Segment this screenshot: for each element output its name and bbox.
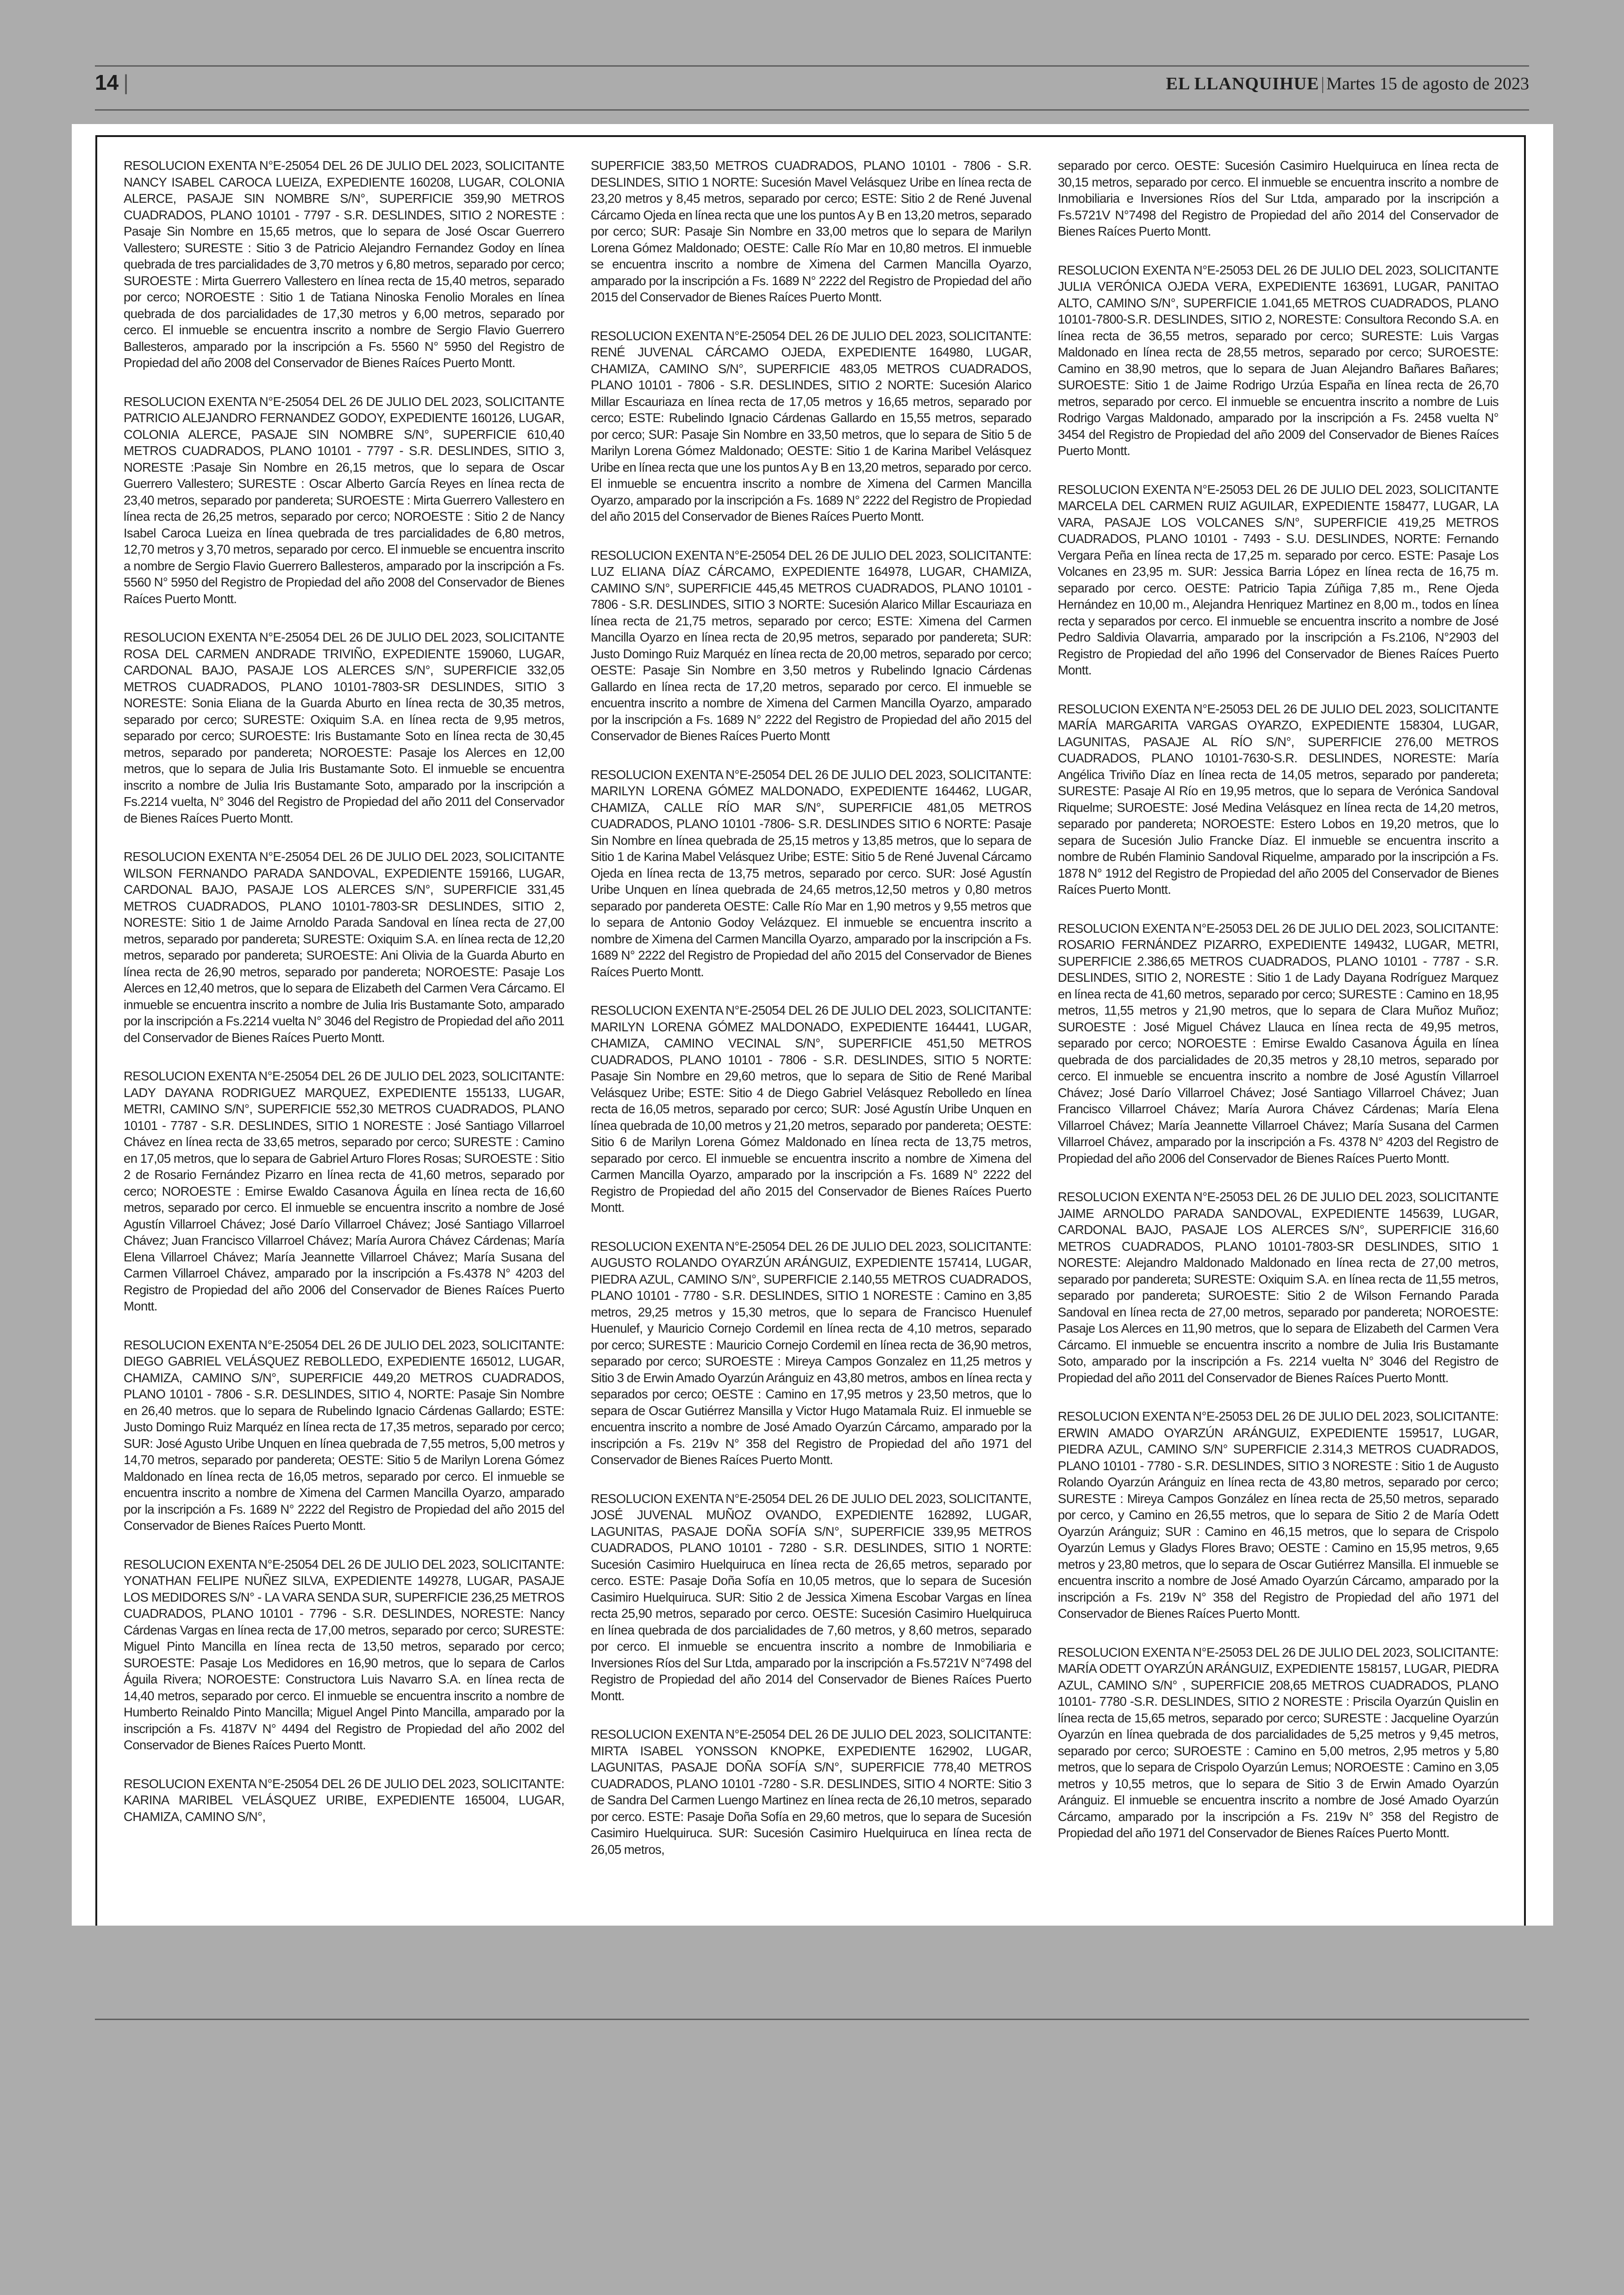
legal-notice: RESOLUCION EXENTA N°E-25054 DEL 26 DE JULIO DEL 2023, SOLICITANTE: MIRTA ISABEL YONSSON KNOPKE, EXPEDIENTE 162902, LUGAR, LAGUNITAS, PASAJE DOÑA SOFÍA S/N°, SUPERFICIE 778,40 METROS CUADRADOS, PLANO 10101 -7280 - S.R. DESLINDES, SITIO 4 NORTE: Sitio 3 de Sandra Del Carmen Luengo Martinez en línea recta de 26,10 metros, separado por cerco. ESTE: Pasaje Doña Sofía en 29,60 metros, que lo separa de Sucesión Casimiro Huelquiruca. SUR: Sucesión Casimiro Huelquiruca en línea recta de 26,05 metros,: [591, 1727, 1031, 1857]
legal-notice: RESOLUCION EXENTA N°E-25054 DEL 26 DE JULIO DEL 2023, SOLICITANTE NANCY ISABEL CAROCA LUEIZA, EXPEDIENTE 160208, LUGAR, COLONIA ALERCE, PASAJE SIN NOMBRE S/N°, SUPERFICIE 359,90 METROS CUADRADOS, PLANO 10101 - 7797 - S.R. DESLINDES, SITIO 2 NORESTE : Pasaje Sin Nombre en 15,65 metros, que lo separa de José Oscar Guerrero Vallestero; SURESTE : Sitio 3 de Patricio Alejandro Fernandez Godoy en línea quebrada de tres parcialidades de 3,70 metros y 6,80 metros, separado por cerco; SUROESTE : Mirta Guerrero Vallestero en línea recta de 15,40 metros, separado por cerco; NOROESTE : Sitio 1 de Tatiana Ninoska Fenolio Morales en línea quebrada de dos parcialidades de 17,30 metros y 6,00 metros, separado por cerco. El inmueble se encuentra inscrito a nombre de Sergio Flavio Guerrero Ballesteros, amparado por la inscripción a Fs. 5560 N° 5950 del Registro de Propiedad del año 2008 del Conservador de Bienes Raíces Puerto Montt.: [124, 158, 564, 370]
header-bottom-rule: [95, 109, 1529, 111]
notices-column-2: [591, 157, 1031, 1880]
legal-notice: RESOLUCION EXENTA N°E-25054 DEL 26 DE JULIO DEL 2023, SOLICITANTE: AUGUSTO ROLANDO OYARZÚN ARÁNGUIZ, EXPEDIENTE 157414, LUGAR, PIEDRA AZUL, CAMINO S/N°, SUPERFICIE 2.140,55 METROS CUADRADOS, PLANO 10101 - 7780 - S.R. DESLINDES, SITIO 1 NORESTE : Camino en 3,85 metros, 29,25 metros y 15,30 metros, que lo separa de Francisco Huenulef Huenulef, y Mauricio Cornejo Cordemil en línea recta de 4,10 metros, separado por cerco; SURESTE : Mauricio Cornejo Cordemil en línea recta de 36,90 metros, separado por cerco; SUROESTE : Mireya Campos Gonzalez en 11,25 metros y Sitio 3 de Erwin Amado Oyarzún Aránguiz en 43,80 metros, ambos en línea recta y separados por cerco; OESTE : Camino en 17,95 metros y 23,50 metros, que lo separa de Oscar Gutiérrez Mansilla y Victor Hugo Matamala Ruiz. El inmueble se encuentra inscrito a nombre de José Amado Oyarzún Cárcamo, amparado por la inscripción a Fs. 219v N° 358 del Registro de Propiedad del año 1971 del Conservador de Bienes Raíces Puerto Montt.: [591, 1239, 1031, 1467]
legal-notice: separado por cerco. OESTE: Sucesión Casimiro Huelquiruca en línea recta de 30,15 metros, separado por cerco. El inmueble se encuentra inscrito a nombre de Inmobiliaria e Inversiones Ríos del Sur Ltda, amparado por la inscripción a Fs.5721V N°7498 del Registro de Propiedad del año 2014 del Conservador de Bienes Raíces Puerto Montt.: [1058, 158, 1499, 238]
legal-notice: RESOLUCION EXENTA N°E-25054 DEL 26 DE JULIO DEL 2023, SOLICITANTE: LUZ ELIANA DÍAZ CÁRCAMO, EXPEDIENTE 164978, LUGAR, CHAMIZA, CAMINO S/N°, SUPERFICIE 445,45 METROS CUADRADOS, PLANO 10101 - 7806 - S.R. DESLINDES, SITIO 3 NORTE: Sucesión Alarico Millar Escauriaza en línea recta de 21,75 metros, separado por cerco; ESTE: Ximena del Carmen Mancilla Oyarzo en línea recta de 20,95 metros, separado por pandereta; SUR: Justo Domingo Ruiz Marquéz en línea recta de 20,00 metros, separado por cerco; OESTE: Pasaje Sin Nombre en 3,50 metros y Rubelindo Ignacio Cárdenas Gallardo en línea recta de 17,20 metros, separado por cerco. El inmueble se encuentra inscrito a nombre de Ximena del Carmen Mancilla Oyarzo, amparado por la inscripción a Fs. 1689 N° 2222 del Registro de Propiedad del año 2015 del Conservador de Bienes Raíces Puerto Montt: [591, 548, 1031, 743]
notices-column-3: [1058, 157, 1499, 1864]
legal-notice: RESOLUCION EXENTA N°E-25054 DEL 26 DE JULIO DEL 2023, SOLICITANTE WILSON FERNANDO PARADA SANDOVAL, EXPEDIENTE 159166, LUGAR, CARDONAL BAJO, PASAJE LOS ALERCES S/N°, SUPERFICIE 331,45 METROS CUADRADOS, PLANO 10101-7803-SR DESLINDES, SITIO 2, NORESTE: Sitio 1 de Jaime Arnoldo Parada Sandoval en línea recta de 27,00 metros, separado por pandereta; SURESTE: Oxiquim S.A. en línea recta de 12,20 metros, separado por pandereta; SUROESTE: Ani Olivia de la Guarda Aburto en línea recta de 26,90 metros, separado por pandereta; NOROESTE: Pasaje Los Alerces en 12,40 metros, que lo separa de Elizabeth del Carmen Vera Cárcamo. El inmueble se encuentra inscrito a nombre de Julia Iris Bustamante Soto, amparado por la inscripción a Fs.2214 vuelta N° 3046 del Registro de Propiedad del año 2011 del Conservador de Bienes Raíces Puerto Montt.: [124, 849, 564, 1045]
legal-notice: RESOLUCION EXENTA N°E-25054 DEL 26 DE JULIO DEL 2023, SOLICITANTE ROSA DEL CARMEN ANDRADE TRIVIÑO, EXPEDIENTE 159060, LUGAR, CARDONAL BAJO, PASAJE LOS ALERCES S/N°, SUPERFICIE 332,05 METROS CUADRADOS, PLANO 10101-7803-SR DESLINDES, SITIO 3 NORESTE: Sonia Eliana de la Guarda Aburto en línea recta de 30,35 metros, separado por cerco; SURESTE: Oxiquim S.A. en línea recta de 9,95 metros, separado por cerco; SUROESTE: Iris Bustamante Soto en línea recta de 30,45 metros, separado por pandereta; NOROESTE: Pasaje los Alerces en 12,00 metros, que lo separa de Julia Iris Bustamante Soto. El inmueble se encuentra inscrito a nombre de Julia Iris Bustamante Soto, amparado por la inscripción a Fs.2214 vuelta, N° 3046 del Registro de Propiedad del año 2011 del Conservador de Bienes Raíces Puerto Montt.: [124, 630, 564, 825]
page-number: 14 |: [95, 70, 129, 94]
legal-notice: RESOLUCION EXENTA N°E-25054 DEL 26 DE JULIO DEL 2023, SOLICITANTE: MARILYN LORENA GÓMEZ MALDONADO, EXPEDIENTE 164462, LUGAR, CHAMIZA, CALLE RÍO MAR S/N°, SUPERFICIE 481,05 METROS CUADRADOS, PLANO 10101 -7806- S.R. DESLINDES SITIO 6 NORTE: Pasaje Sin Nombre en línea quebrada de 25,15 metros y 13,85 metros, que lo separa de Sitio 1 de Karina Mabel Velásquez Uribe; ESTE: Sitio 5 de René Juvenal Cárcamo Ojeda en línea recta de 13,75 metros, separado por cerco. SUR: José Agustín Uribe Unquen en línea quebrada de 24,65 metros,12,50 metros y 0,80 metros separado por pandereta OESTE: Calle Río Mar en 1,90 metros y 9,55 metros que lo separa de Antonio Godoy Velázquez. El inmueble se encuentra inscrito a nombre de Ximena del Carmen Mancilla Oyarzo, amparado por la inscripción a Fs. 1689 N° 2222 del Registro de Propiedad del año 2015 del Conservador de Bienes Raíces Puerto Montt.: [591, 767, 1031, 979]
legal-notice: RESOLUCION EXENTA N°E-25054 DEL 26 DE JULIO DEL 2023, SOLICITANTE: LADY DAYANA RODRIGUEZ MARQUEZ, EXPEDIENTE 155133, LUGAR, METRI, CAMINO S/N°, SUPERFICIE 552,30 METROS CUADRADOS, PLANO 10101 - 7787 - S.R. DESLINDES, SITIO 1 NORESTE : José Santiago Villarroel Chávez en línea recta de 33,65 metros, separado por cerco; SURESTE : Camino en 17,05 metros, que lo separa de Gabriel Arturo Flores Rosas; SUROESTE : Sitio 2 de Rosario Fernández Pizarro en línea recta de 41,60 metros, separado por cerco; NOROESTE : Emirse Ewaldo Casanova Águila en línea recta de 16,60 metros, separado por cerco. El inmueble se encuentra inscrito a nombre de José Agustín Villarroel Chávez; José Darío Villarroel Chávez; José Santiago Villarroel Chávez; Juan Francisco Villarroel Chávez; María Aurora Chávez Cárdenas; María Elena Villarroel Chávez; María Jeannette Villarroel Chávez; María Susana del Carmen Villarroel Chávez, amparado por la inscripción a Fs.4378 N° 4203 del Registro de Propiedad del año 2006 del Conservador de Bienes Raíces Puerto Montt.: [124, 1069, 564, 1313]
legal-notice: RESOLUCION EXENTA N°E-25054 DEL 26 DE JULIO DEL 2023, SOLICITANTE, JOSÉ JUVENAL MUÑOZ OVANDO, EXPEDIENTE 162892, LUGAR, LAGUNITAS, PASAJE DOÑA SOFÍA S/N°, SUPERFICIE 339,95 METROS CUADRADOS, PLANO 10101 - 7280 - S.R. DESLINDES, SITIO 1 NORTE: Sucesión Casimiro Huelquiruca en línea recta de 26,65 metros, separado por cerco. ESTE: Pasaje Doña Sofía en 10,05 metros, que lo separa de Sucesión Casimiro Huelquiruca. SUR: Sitio 2 de Jessica Ximena Escobar Vargas en línea recta 25,90 metros, separado por cerco. OESTE: Sucesión Casimiro Huelquiruca en línea quebrada de dos parcialidades de 7,60 metros, y 8,60 metros, separado por cerco. El inmueble se encuentra inscrito a nombre de Inmobiliaria e Inversiones Ríos del Sur Ltda, amparado por la inscripción a Fs.5721V N°7498 del Registro de Propiedad del año 2014 del Conservador de Bienes Raíces Puerto Montt.: [591, 1491, 1031, 1703]
publication-name: EL LLANQUIHUE: [1166, 74, 1319, 94]
classified-page: [72, 124, 1553, 1926]
header-separator: |: [1321, 74, 1325, 94]
legal-notice: RESOLUCION EXENTA N°E-25054 DEL 26 DE JULIO DEL 2023, SOLICITANTE: KARINA MARIBEL VELÁSQUEZ URIBE, EXPEDIENTE 165004, LUGAR, CHAMIZA, CAMINO S/N°,: [124, 1776, 564, 1824]
header-top-rule: [95, 65, 1529, 67]
notices-column-1: [124, 157, 564, 1847]
legal-notice: SUPERFICIE 383,50 METROS CUADRADOS, PLANO 10101 - 7806 - S.R. DESLINDES, SITIO 1 NORTE: Sucesión Mavel Velásquez Uribe en línea recta de 23,20 metros y 8,45 metros, separado por cerco; ESTE: Sitio 2 de René Juvenal Cárcamo Ojeda en línea recta que une los puntos A y B en 13,20 metros, separado por cerco; SUR: Pasaje Sin Nombre en 33,00 metros que lo separa de Marilyn Lorena Gómez Maldonado; OESTE: Calle Río Mar en 10,80 metros. El inmueble se encuentra inscrito a nombre de Ximena del Carmen Mancilla Oyarzo, amparado por la inscripción a Fs. 1689 N° 2222 del Registro de Propiedad del año 2015 del Conservador de Bienes Raíces Puerto Montt.: [591, 158, 1031, 304]
publication-date: Martes 15 de agosto de 2023: [1326, 74, 1529, 94]
legal-notice: RESOLUCION EXENTA N°E-25053 DEL 26 DE JULIO DEL 2023, SOLICITANTE: MARÍA ODETT OYARZÚN ARÁNGUIZ, EXPEDIENTE 158157, LUGAR, PIEDRA AZUL, CAMINO S/N° , SUPERFICIE 208,65 METROS CUADRADOS, PLANO 10101- 7780 -S.R. DESLINDES, SITIO 2 NORESTE : Priscila Oyarzún Quislin en línea recta de 15,65 metros, separado por cerco; SURESTE : Jacqueline Oyarzún Oyarzún en línea quebrada de dos parcialidades de 5,25 metros y 9,45 metros, separado por cerco; SUROESTE : Camino en 5,00 metros, 2,95 metros y 5,80 metros, que lo separa de Crispolo Oyarzún Lemus; NOROESTE : Camino en 3,05 metros y 10,55 metros, que lo separa de Sitio 3 de Erwin Amado Oyarzún Aránguiz. El inmueble se encuentra inscrito a nombre de José Amado Oyarzún Cárcamo, amparado por la inscripción a Fs. 219v N° 358 del Registro de Propiedad del año 1971 del Conservador de Bienes Raíces Puerto Montt.: [1058, 1645, 1499, 1840]
legal-notice: RESOLUCION EXENTA N°E-25053 DEL 26 DE JULIO DEL 2023, SOLICITANTE MARÍA MARGARITA VARGAS OYARZO, EXPEDIENTE 158304, LUGAR, LAGUNITAS, PASAJE AL RÍO S/N°, SUPERFICIE 276,00 METROS CUADRADOS, PLANO 10101-7630-S.R. DESLINDES, NORESTE: María Angélica Triviño Díaz en línea recta de 14,05 metros, separado por pandereta; SURESTE: Pasaje Al Río en 19,95 metros, que lo separa de Verónica Sandoval Riquelme; SUROESTE: José Medina Velásquez en línea recta de 14,20 metros, separado por pandereta; NOROESTE: Estero Lobos en 19,20 metros, que lo separa de Sucesión Julio Francke Díaz. El inmueble se encuentra inscrito a nombre de Rubén Flaminio Sandoval Riquelme, amparado por la inscripción a Fs. 1878 N° 1912 del Registro de Propiedad del año 2005 del Conservador de Bienes Raíces Puerto Montt.: [1058, 701, 1499, 897]
legal-notice: RESOLUCION EXENTA N°E-25053 DEL 26 DE JULIO DEL 2023, SOLICITANTE JAIME ARNOLDO PARADA SANDOVAL, EXPEDIENTE 145639, LUGAR, CARDONAL BAJO, PASAJE LOS ALERCES S/N°, SUPERFICIE 316,60 METROS CUADRADOS, PLANO 10101-7803-SR DESLINDES, SITIO 1 NORESTE: Alejandro Maldonado Maldonado en línea recta de 27,00 metros, separado por pandereta; SURESTE: Oxiquim S.A. en línea recta de 11,55 metros, separado por pandereta; SUROESTE: Sitio 2 de Wilson Fernando Parada Sandoval en línea recta de 27,00 metros, separado por pandereta; NOROESTE: Pasaje Los Alerces en 11,90 metros, que lo separa de Elizabeth del Carmen Vera Cárcamo. El inmueble se encuentra inscrito a nombre de Julia Iris Bustamante Soto, amparado por la inscripción a Fs. 2214 vuelta N° 3046 del Registro de Propiedad del año 2011 del Conservador de Bienes Raíces Puerto Montt.: [1058, 1190, 1499, 1385]
legal-notice: RESOLUCION EXENTA N°E-25054 DEL 26 DE JULIO DEL 2023, SOLICITANTE: DIEGO GABRIEL VELÁSQUEZ REBOLLEDO, EXPEDIENTE 165012, LUGAR, CHAMIZA, CAMINO S/N°, SUPERFICIE 449,20 METROS CUADRADOS, PLANO 10101 - 7806 - S.R. DESLINDES, SITIO 4, NORTE: Pasaje Sin Nombre en 26,40 metros. que lo separa de Rubelindo Ignacio Cárdenas Gallardo; ESTE: Justo Domingo Ruiz Marquéz en línea recta de 17,35 metros, separado por cerco; SUR: José Agusto Uribe Unquen en línea quebrada de 7,55 metros, 5,00 metros y 14,70 metros, separado por pandereta; OESTE: Sitio 5 de Marilyn Lorena Gómez Maldonado en línea recta de 16,05 metros, separado por cerco. El inmueble se encuentra inscrito a nombre de Ximena del Carmen Mancilla Oyarzo, amparado por la inscripción a Fs. 1689 N° 2222 del Registro de Propiedad del año 2015 del Conservador de Bienes Raíces Puerto Montt.: [124, 1337, 564, 1533]
legal-notice: RESOLUCION EXENTA N°E-25053 DEL 26 DE JULIO DEL 2023, SOLICITANTE MARCELA DEL CARMEN RUIZ AGUILAR, EXPEDIENTE 158477, LUGAR, LA VARA, PASAJE LOS VOLCANES S/N°, SUPERFICIE 419,25 METROS CUADRADOS, PLANO 10101 - 7493 - S.U. DESLINDES, NORTE: Fernando Vergara Peña en línea recta de 17,25 m. separado por cerco. ESTE: Pasaje Los Volcanes en 23,95 m. SUR: Jessica Barria López en línea recta de 16,75 m. separado por cerco. OESTE: Patricio Tapia Zúñiga 7,85 m., Rene Ojeda Hernández en 10,00 m., Alejandra Henriquez Martinez en 8,00 m., todos en línea recta y separados por cerco. El inmueble se encuentra inscrito a nombre de José Pedro Saldivia Olavarria, amparado por la inscripción a Fs.2106, N°2903 del Registro de Propiedad del año 1996 del Conservador de Bienes Raíces Puerto Montt.: [1058, 482, 1499, 677]
legal-notice: RESOLUCION EXENTA N°E-25053 DEL 26 DE JULIO DEL 2023, SOLICITANTE: ERWIN AMADO OYARZÚN ARÁNGUIZ, EXPEDIENTE 159517, LUGAR, PIEDRA AZUL, CAMINO S/N° SUPERFICIE 2.314,3 METROS CUADRADOS, PLANO 10101 - 7780 - S.R. DESLINDES, SITIO 3 NORESTE : Sitio 1 de Augusto Rolando Oyarzún Aránguiz en línea recta de 43,80 metros, separado por cerco; SURESTE : Mireya Campos González en línea recta de 25,50 metros, separado por cerco, y Camino en 26,55 metros, que lo separa de Sitio 2 de María Odett Oyarzún Aránguiz; SUR : Camino en 46,15 metros, que lo separa de Crispolo Oyarzún Lemus y Gladys Flores Bravo; OESTE : Camino en 15,95 metros, 9,65 metros y 23,80 metros, que lo separa de Oscar Gutiérrez Mansilla. El inmueble se encuentra inscrito a nombre de José Amado Oyarzún Cárcamo, amparado por la inscripción a Fs. 219v N° 358 del Registro de Propiedad del año 1971 del Conservador de Bienes Raíces Puerto Montt.: [1058, 1409, 1499, 1621]
footer-rule: [95, 2019, 1529, 2020]
header-publication: [1166, 73, 1529, 94]
legal-notice: RESOLUCION EXENTA N°E-25054 DEL 26 DE JULIO DEL 2023, SOLICITANTE PATRICIO ALEJANDRO FERNANDEZ GODOY, EXPEDIENTE 160126, LUGAR, COLONIA ALERCE, PASAJE SIN NOMBRE S/N°, SUPERFICIE 610,40 METROS CUADRADOS, PLANO 10101 - 7797 - S.R. DESLINDES, SITIO 3, NORESTE :Pasaje Sin Nombre en 26,15 metros, que lo separa de Oscar Guerrero Vallestero; SURESTE : Oscar Alberto García Reyes en línea recta de 23,40 metros, separado por pandereta; SUROESTE : Mirta Guerrero Vallestero en línea recta de 26,25 metros, separado por cerco; NOROESTE : Sitio 2 de Nancy Isabel Caroca Lueiza en línea quebrada de tres parcialidades de 6,80 metros, 12,70 metros y 3,70 metros, separado por cerco. El inmueble se encuentra inscrito a nombre de Sergio Flavio Guerrero Ballesteros, amparado por la inscripción a Fs. 5560 N° 5950 del Registro de Propiedad del año 2008 del Conservador de Bienes Raíces Puerto Montt.: [124, 394, 564, 606]
legal-notice: RESOLUCION EXENTA N°E-25054 DEL 26 DE JULIO DEL 2023, SOLICITANTE: RENÉ JUVENAL CÁRCAMO OJEDA, EXPEDIENTE 164980, LUGAR, CHAMIZA, CAMINO S/N°, SUPERFICIE 483,05 METROS CUADRADOS, PLANO 10101 - 7806 - S.R. DESLINDES, SITIO 2 NORTE: Sucesión Alarico Millar Escauriaza en línea recta de 17,05 metros y 16,65 metros, separado por cerco; ESTE: Rubelindo Ignacio Cárdenas Gallardo en 15,55 metros, separado por cerco; SUR: Pasaje Sin Nombre en 33,50 metros, que lo separa de Sitio 5 de Marilyn Lorena Gómez Maldonado; OESTE: Sitio 1 de Karina Maribel Velásquez Uribe en línea recta que une los puntos A y B en 13,20 metros, separado por cerco. El inmueble se encuentra inscrito a nombre de Ximena del Carmen Mancilla Oyarzo, amparado por la inscripción a Fs. 1689 N° 2222 del Registro de Propiedad del año 2015 del Conservador de Bienes Raíces Puerto Montt.: [591, 328, 1031, 524]
legal-notice: RESOLUCION EXENTA N°E-25054 DEL 26 DE JULIO DEL 2023, SOLICITANTE: MARILYN LORENA GÓMEZ MALDONADO, EXPEDIENTE 164441, LUGAR, CHAMIZA, CAMINO VECINAL S/N°, SUPERFICIE 451,50 METROS CUADRADOS, PLANO 10101 - 7806 - S.R. DESLINDES, SITIO 5 NORTE: Pasaje Sin Nombre en 29,60 metros, que lo separa de Sitio de René Maribal Velásquez Uribe; ESTE: Sitio 4 de Diego Gabriel Velásquez Rebolledo en línea recta de 16,05 metros, separado por cerco; SUR: José Agustín Uribe Unquen en línea quebrada de 10,00 metros y 21,20 metros, separado por pandereta; OESTE: Sitio 6 de Marilyn Lorena Gómez Maldonado en línea recta de 13,75 metros, separado por cerco. El inmueble se encuentra inscrito a nombre de Ximena del Carmen Mancilla Oyarzo, amparado por la inscripción a Fs. 1689 N° 2222 del Registro de Propiedad del año 2015 del Conservador de Bienes Raíces Puerto Montt.: [591, 1003, 1031, 1215]
page-number-separator: |: [123, 70, 129, 94]
legal-notice: RESOLUCION EXENTA N°E-25053 DEL 26 DE JULIO DEL 2023, SOLICITANTE: ROSARIO FERNÁNDEZ PIZARRO, EXPEDIENTE 149432, LUGAR, METRI, SUPERFICIE 2.386,65 METROS CUADRADOS, PLANO 10101 - 7787 - S.R. DESLINDES, SITIO 2, NORESTE : Sitio 1 de Lady Dayana Rodríguez Marquez en línea recta de 41,60 metros, separado por cerco; SURESTE : Camino en 18,95 metros, 11,55 metros y 21,90 metros, que lo separa de Clara Muñoz Muñoz; SUROESTE : José Miguel Chávez Llauca en línea recta de 49,95 metros, separado por cerco; NOROESTE : Emirse Ewaldo Casanova Águila en línea quebrada de dos parcialidades de 20,35 metros y 28,10 metros, separado por cerco. El inmueble se encuentra inscrito a nombre de José Agustín Villarroel Chávez; José Darío Villarroel Chávez; José Santiago Villarroel Chávez; Juan Francisco Villarroel Chávez; María Aurora Chávez Cárdenas; María Elena Villarroel Chávez; María Jeannette Villarroel Chávez; María Susana del Carmen Villarroel Chávez, amparado por la inscripción a Fs. 4378 N° 4203 del Registro de Propiedad del año 2006 del Conservador de Bienes Raíces Puerto Montt.: [1058, 921, 1499, 1166]
legal-notice: RESOLUCION EXENTA N°E-25054 DEL 26 DE JULIO DEL 2023, SOLICITANTE: YONATHAN FELIPE NUÑEZ SILVA, EXPEDIENTE 149278, LUGAR, PASAJE LOS MEDIDORES S/N° - LA VARA SENDA SUR, SUPERFICIE 236,25 METROS CUADRADOS, PLANO 10101 - 7796 - S.R. DESLINDES, NORESTE: Nancy Cárdenas Vargas en línea recta de 17,00 metros, separado por cerco; SURESTE: Miguel Pinto Mancilla en línea recta de 13,50 metros, separado por cerco; SUROESTE: Pasaje Los Medidores en 16,90 metros, que lo separa de Carlos Águila Rivera; NOROESTE: Constructora Luis Navarro S.A. en línea recta de 14,40 metros, separado por cerco. El inmueble se encuentra inscrito a nombre de Humberto Reinaldo Pinto Mancilla; Miguel Angel Pinto Mancilla, amparado por la inscripción a Fs. 4187V N° 4494 del Registro de Propiedad del año 2002 del Conservador de Bienes Raíces Puerto Montt.: [124, 1557, 564, 1752]
legal-notice: RESOLUCION EXENTA N°E-25053 DEL 26 DE JULIO DEL 2023, SOLICITANTE JULIA VERÓNICA OJEDA VERA, EXPEDIENTE 163691, LUGAR, PANITAO ALTO, CAMINO S/N°, SUPERFICIE 1.041,65 METROS CUADRADOS, PLANO 10101-7800-S.R. DESLINDES, SITIO 2, NORESTE: Consultora Recondo S.A. en línea recta de 36,55 metros, separado por cerco; SURESTE: Luis Vargas Maldonado en línea recta de 28,55 metros, separado por cerco; SUROESTE: Camino en 38,90 metros, que lo separa de Juan Alejandro Bañares Bañares; SUROESTE: Sitio 1 de Jaime Rodrigo Urzúa España en línea recta de 26,70 metros, separado por cerco. El inmueble se encuentra inscrito a nombre de Luis Rodrigo Vargas Maldonado, amparado por la inscripción a Fs. 2458 vuelta N° 3454 del Registro de Propiedad del año 2009 del Conservador de Bienes Raíces Puerto Montt.: [1058, 262, 1499, 458]
